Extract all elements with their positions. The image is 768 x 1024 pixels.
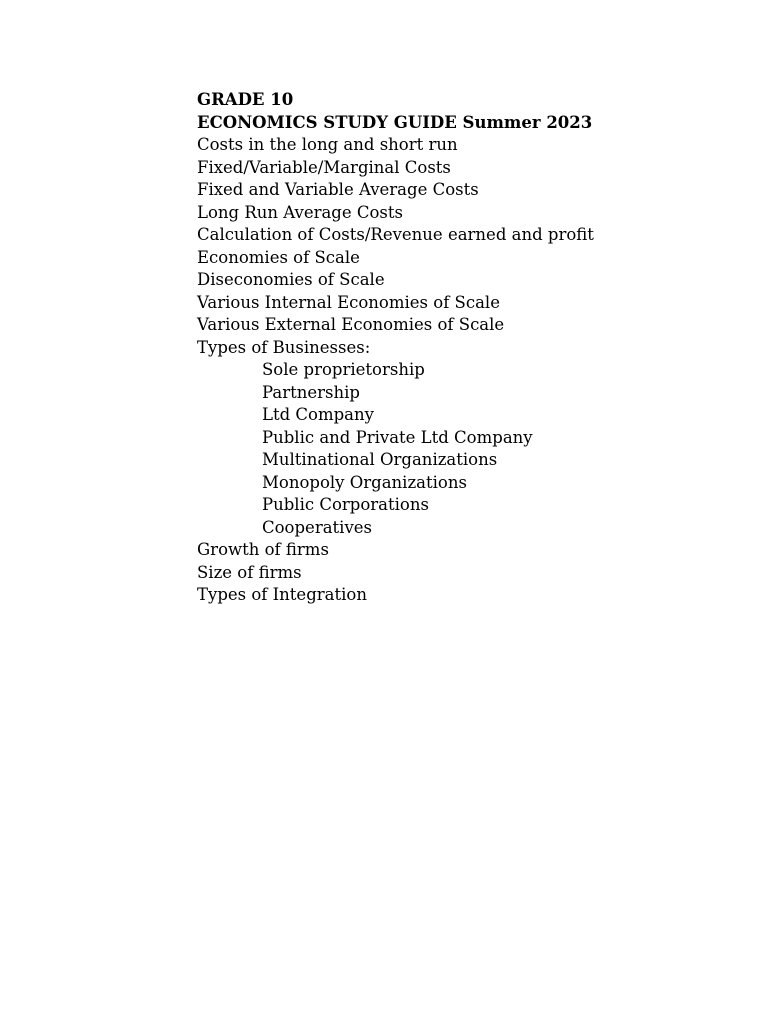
topic-list: [197, 134, 737, 359]
topic-item: Types of Integration: [197, 585, 367, 604]
topic-item: Growth of firms: [197, 540, 329, 559]
business-types-sublist: [197, 359, 737, 539]
topic-item: Costs in the long and short run: [197, 135, 458, 154]
topic-item: Economies of Scale: [197, 247, 360, 267]
grade-heading: GRADE 10: [197, 90, 294, 109]
business-type-item: Ltd Company: [262, 405, 374, 424]
business-type-item: Public Corporations: [262, 495, 429, 514]
closing-topic-list: [197, 539, 737, 607]
study-guide-document: [197, 89, 737, 607]
business-type-item: Cooperatives: [262, 517, 373, 537]
business-type-item: Partnership: [262, 382, 360, 402]
topic-item: Fixed/Variable/Marginal Costs: [197, 157, 451, 177]
topic-item: Various Internal Economies of Scale: [197, 292, 500, 312]
topic-item: Size of firms: [197, 562, 302, 582]
business-type-item: Sole proprietorship: [262, 360, 425, 379]
topic-item: Fixed and Variable Average Costs: [197, 180, 479, 199]
business-type-item: Multinational Organizations: [262, 450, 498, 469]
topic-item: Various External Economies of Scale: [197, 315, 505, 334]
topic-item: Diseconomies of Scale: [197, 270, 385, 289]
business-type-item: Public and Private Ltd Company: [262, 427, 533, 447]
topic-item-types-of-businesses: Types of Businesses:: [197, 337, 371, 357]
document-title: ECONOMICS STUDY GUIDE Summer 2023: [197, 112, 593, 132]
business-type-item: Monopoly Organizations: [262, 472, 467, 492]
topic-item: Long Run Average Costs: [197, 202, 404, 222]
topic-item: Calculation of Costs/Revenue earned and profit: [197, 225, 594, 244]
